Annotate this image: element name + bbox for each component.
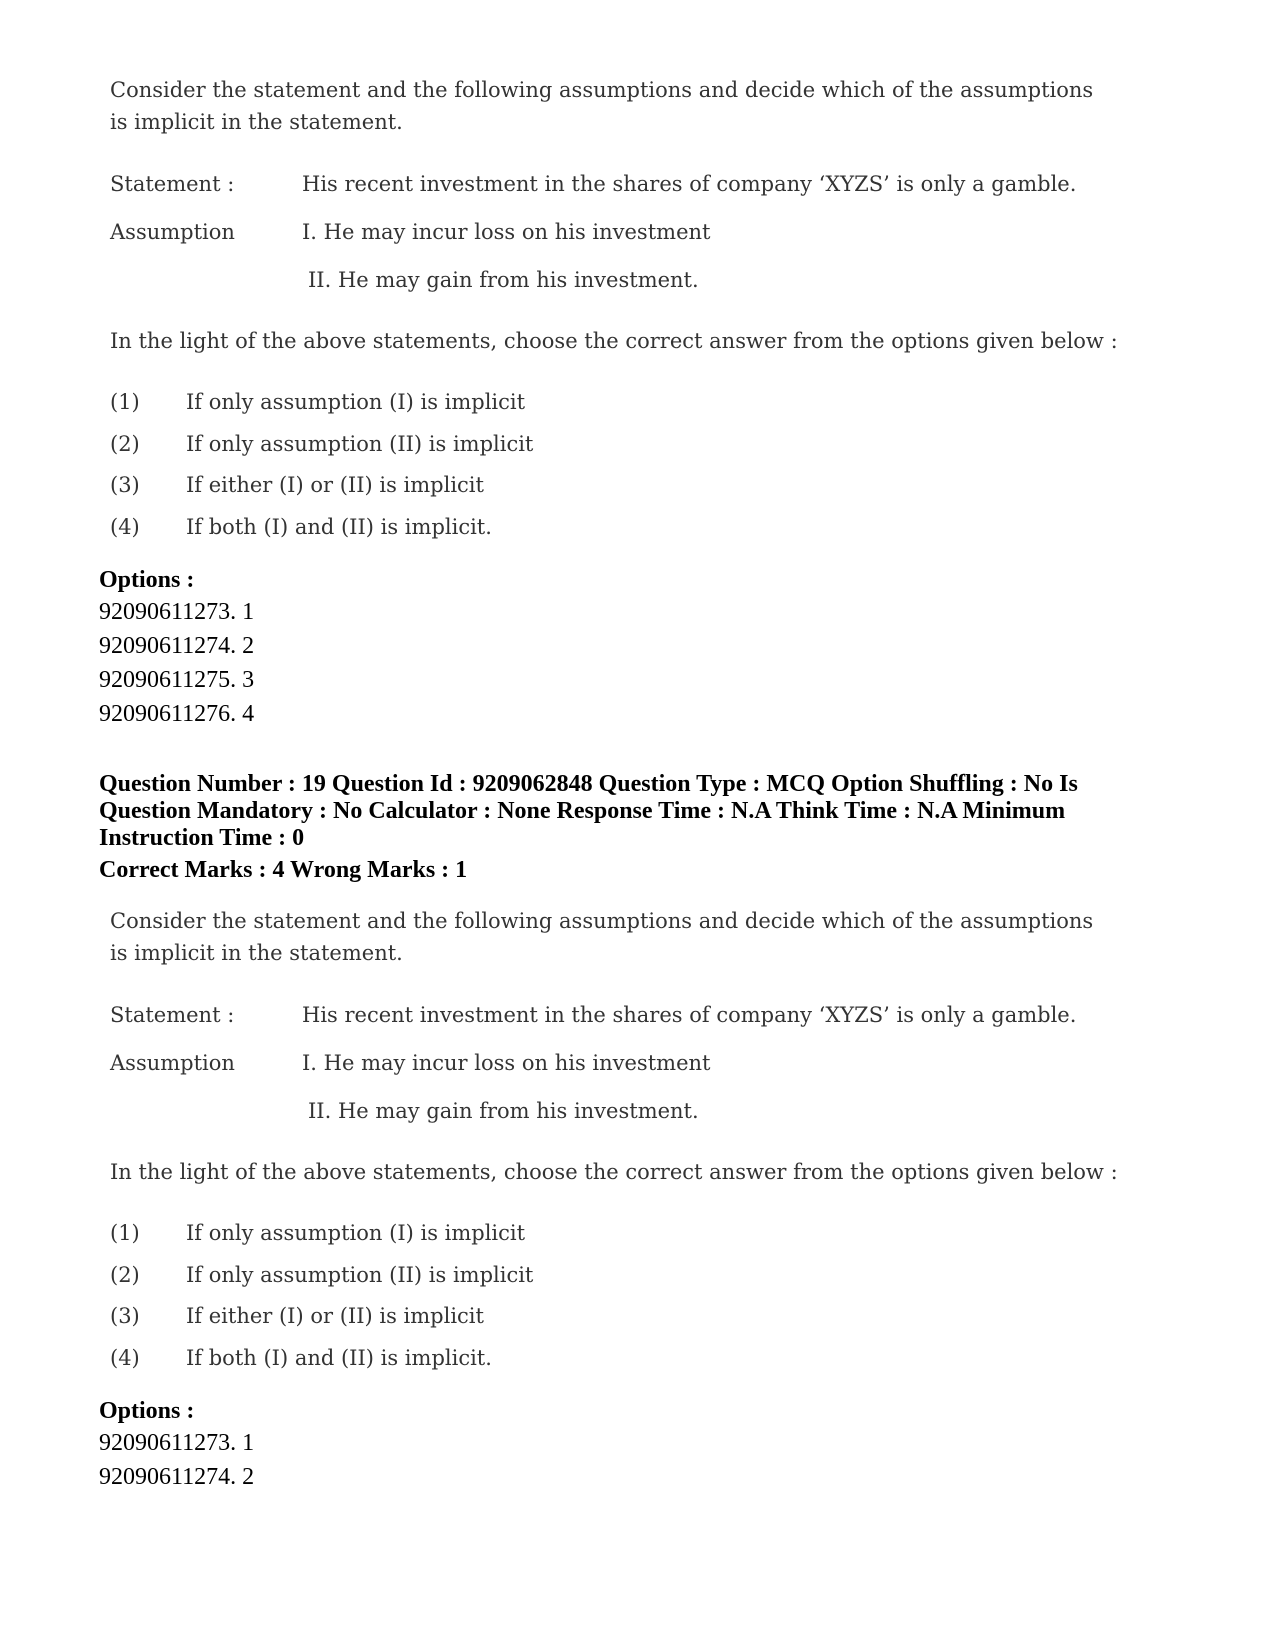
- assumption-label: Assumption: [110, 1051, 235, 1075]
- choice-text: If either (I) or (II) is implicit: [186, 473, 484, 497]
- assumption-1: I. He may incur loss on his investment: [302, 220, 711, 244]
- option-item: 92090611276. 4: [99, 701, 255, 727]
- question-marks: Correct Marks : 4 Wrong Marks : 1: [99, 857, 468, 883]
- choice-number: (4): [110, 515, 140, 539]
- statement-text: His recent investment in the shares of company ‘XYZS’ is only a gamble.: [302, 172, 1077, 196]
- assumption-label: Assumption: [110, 220, 235, 244]
- choice-text: If only assumption (II) is implicit: [186, 1263, 534, 1287]
- choice-number: (2): [110, 432, 140, 456]
- question-intro-line: is implicit in the statement.: [110, 110, 403, 134]
- choice-number: (1): [110, 1221, 140, 1245]
- question-meta: [99, 771, 1179, 852]
- question-intro-line: Consider the statement and the following assumptions and decide which of the assumptions: [110, 78, 1094, 102]
- question-intro-line: is implicit in the statement.: [110, 941, 403, 965]
- option-item: 92090611275. 3: [99, 667, 255, 693]
- assumption-2: II. He may gain from his investment.: [308, 268, 699, 292]
- choice-text: If either (I) or (II) is implicit: [186, 1304, 484, 1328]
- choice-text: If only assumption (I) is implicit: [186, 1221, 526, 1245]
- choice-number: (1): [110, 390, 140, 414]
- choice-text: If only assumption (I) is implicit: [186, 390, 526, 414]
- statement-label: Statement :: [110, 1003, 235, 1027]
- option-item: 92090611274. 2: [99, 1464, 255, 1490]
- statement-text: His recent investment in the shares of company ‘XYZS’ is only a gamble.: [302, 1003, 1077, 1027]
- option-item: 92090611274. 2: [99, 633, 255, 659]
- options-list: [99, 1426, 1179, 1494]
- choice-text: If both (I) and (II) is implicit.: [186, 1346, 492, 1370]
- statement-label: Statement :: [110, 172, 235, 196]
- question-intro-line: Consider the statement and the following assumptions and decide which of the assumptions: [110, 909, 1094, 933]
- options-heading: Options :: [99, 1398, 195, 1424]
- options-list: [99, 595, 1179, 731]
- question-meta-line: Question Mandatory : No Calculator : None Response Time : N.A Think Time : N.A Minimum: [99, 798, 1066, 824]
- assumption-2: II. He may gain from his investment.: [308, 1099, 699, 1123]
- instruction-text: In the light of the above statements, choose the correct answer from the options given below :: [110, 329, 1118, 353]
- choice-number: (4): [110, 1346, 140, 1370]
- question-meta-line: Question Number : 19 Question Id : 9209062848 Question Type : MCQ Option Shuffling : No Is: [99, 771, 1078, 797]
- choice-number: (3): [110, 473, 140, 497]
- choice-number: (2): [110, 1263, 140, 1287]
- choice-number: (3): [110, 1304, 140, 1328]
- question-meta-line: Instruction Time : 0: [99, 825, 305, 851]
- choice-text: If both (I) and (II) is implicit.: [186, 515, 492, 539]
- instruction-text: In the light of the above statements, choose the correct answer from the options given below :: [110, 1160, 1118, 1184]
- assumption-1: I. He may incur loss on his investment: [302, 1051, 711, 1075]
- option-item: 92090611273. 1: [99, 1430, 255, 1456]
- options-heading: Options :: [99, 567, 195, 593]
- option-item: 92090611273. 1: [99, 599, 255, 625]
- choice-text: If only assumption (II) is implicit: [186, 432, 534, 456]
